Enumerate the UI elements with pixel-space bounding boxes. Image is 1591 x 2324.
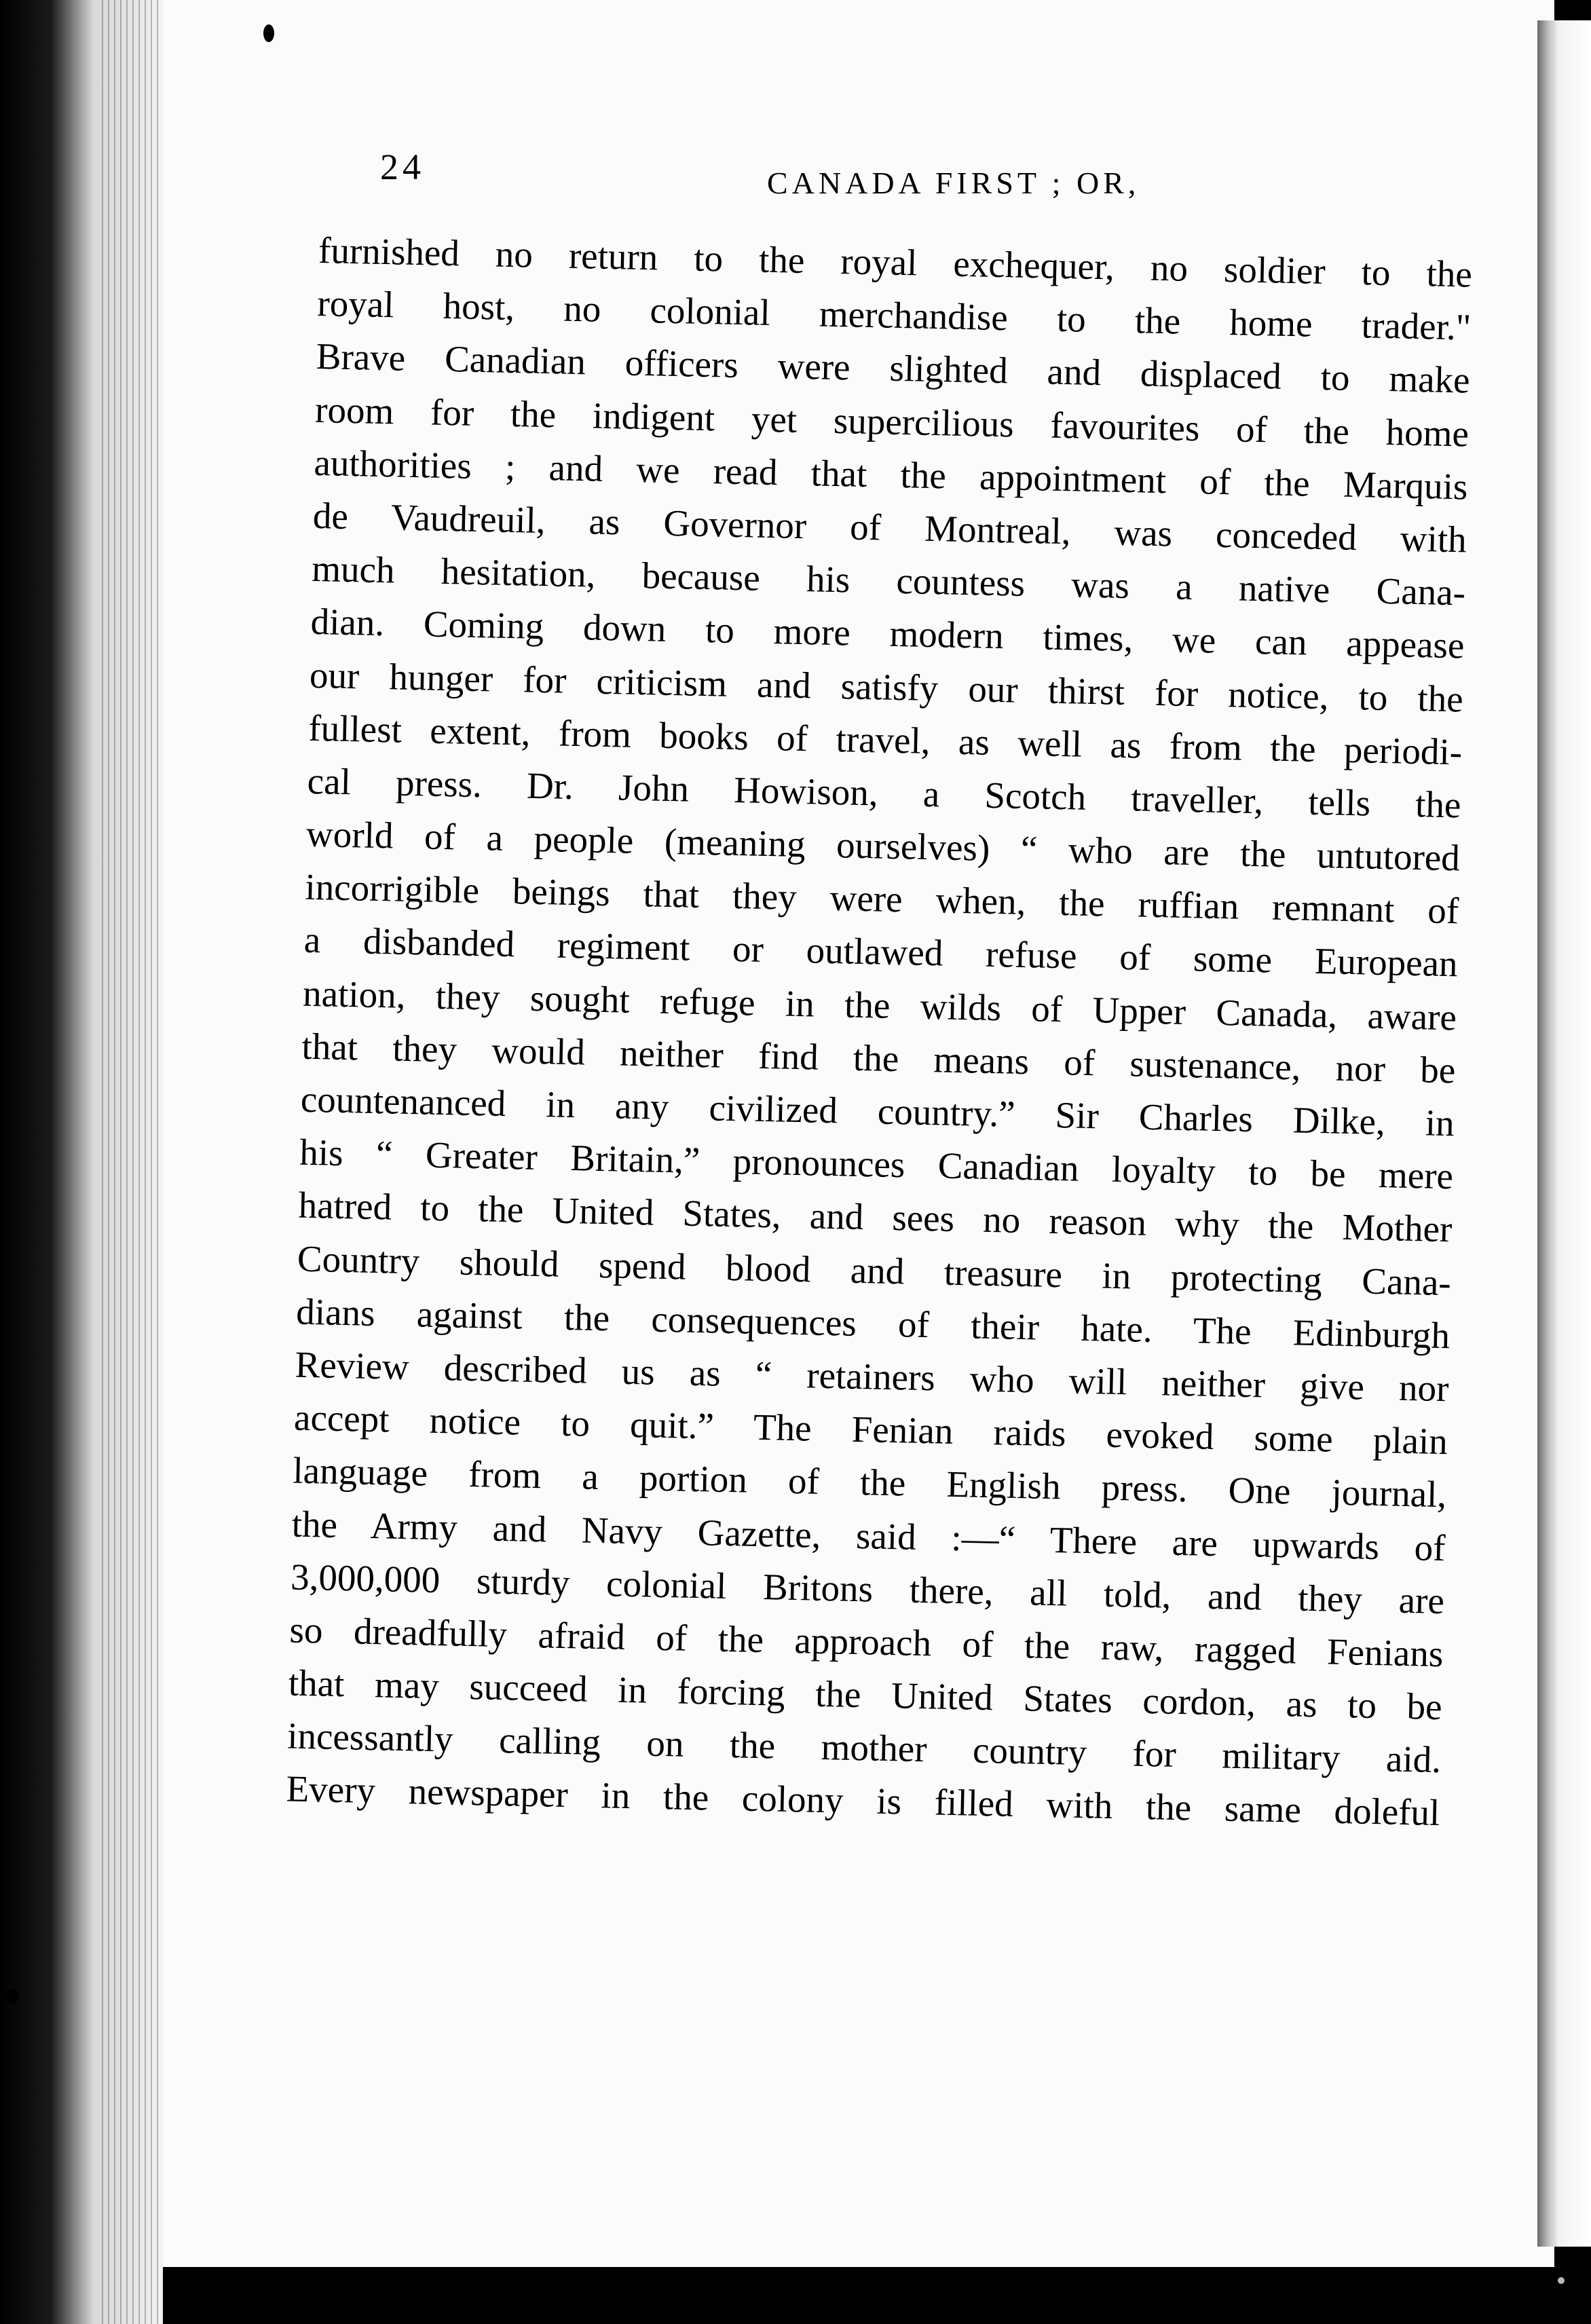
ink-fleck [7, 1989, 19, 2004]
text-line: countenanced in any civilized country.” Sir Charles Dilke, in [300, 1078, 1455, 1144]
text-line: Country should spend blood and treasure in protecting Cana- [297, 1237, 1452, 1303]
text-line: much hesitation, because his countess was a native Cana- [311, 548, 1466, 614]
text-line: world of a people (meaning ourselves) “ who are the untutored [305, 812, 1461, 879]
text-line: fullest extent, from books of travel, as well as from the periodi- [307, 707, 1463, 773]
text-line: Review described us as “ retainers who will neither give nor [295, 1343, 1450, 1410]
text-line: his “ Greater Britain,” pronounces Canadian loyalty to be mere [299, 1131, 1454, 1197]
running-header [380, 146, 1466, 207]
text-line: incessantly calling on the mother country for military aid. [286, 1714, 1442, 1781]
text-line: Every newspaper in the colony is filled with the same doleful [286, 1767, 1440, 1834]
text-line: royal host, no colonial merchandise to the home trader." [316, 282, 1472, 348]
text-line: furnished no return to the royal exchequer, no soldier to the [318, 229, 1473, 295]
text-line: incorrigible beings that they were when, the ruffian remnant of [304, 866, 1459, 932]
text-line: the Army and Navy Gazette, said :—“ There are upwards of [291, 1503, 1446, 1569]
text-line: Brave Canadian officers were slighted and displaced to make [316, 335, 1471, 401]
text-line: dians against the consequences of their hate. The Edinburgh [295, 1290, 1450, 1356]
text-line: cal press. Dr. John Howison, a Scotch traveller, tells the [307, 760, 1462, 826]
bottom-scan-border [163, 2267, 1591, 2324]
running-head-title: CANADA FIRST ; OR, [767, 166, 1140, 200]
text-line: authorities ; and we read that the appointment of the Marquis [314, 441, 1468, 508]
text-line: accept notice to quit.” The Fenian raids evoked some plain [293, 1396, 1448, 1463]
text-line: room for the indigent yet supercilious favourites of the home [314, 388, 1470, 455]
text-line: that they would neither find the means of sustenance, nor be [301, 1025, 1456, 1091]
text-line: nation, they sought refuge in the wilds of Upper Canada, aware [302, 972, 1457, 1038]
text-line: dian. Coming down to more modern times, we can appease [310, 601, 1465, 667]
text-line: our hunger for criticism and satisfy our thirst for notice, to the [309, 654, 1464, 719]
right-page-edge [1537, 20, 1591, 2247]
body-text [286, 224, 1473, 1840]
text-line: a disbanded regiment or outlawed refuse of some European [303, 919, 1459, 985]
text-line: so dreadfully afraid of the approach of the raw, ragged Fenians [288, 1609, 1444, 1675]
text-line: that may succeed in forcing the United States cordon, as to be [288, 1662, 1443, 1728]
ink-fleck [1558, 2277, 1565, 2284]
text-line: 3,000,000 sturdy colonial Britons there, all told, and they are [290, 1556, 1445, 1622]
text-line: language from a portion of the English press. One journal, [292, 1449, 1447, 1516]
text-line: de Vaudreuil, as Governor of Montreal, was conceded with [312, 494, 1467, 561]
text-line: hatred to the United States, and sees no reason why the Mother [298, 1184, 1453, 1250]
ink-fleck [263, 24, 274, 42]
page-number: 24 [380, 147, 425, 187]
